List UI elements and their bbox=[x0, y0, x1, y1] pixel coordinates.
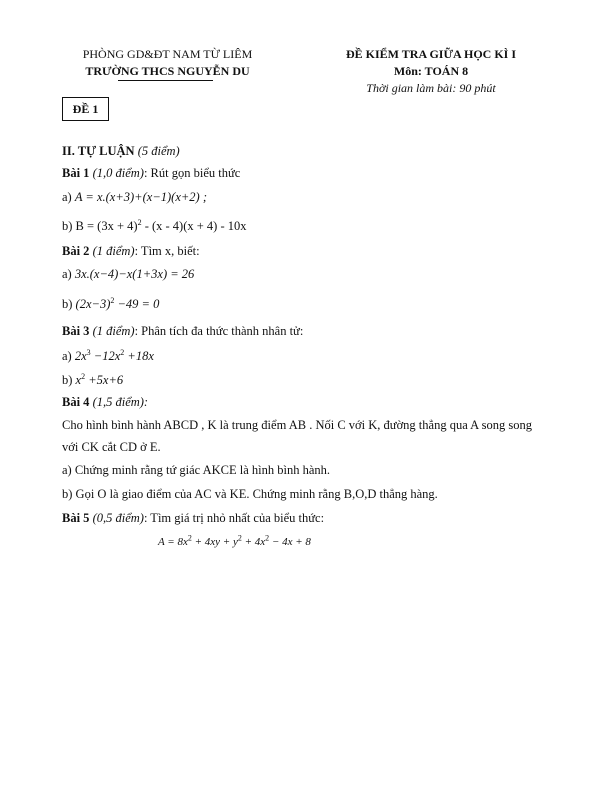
bai2-task: : Tìm x, biết: bbox=[134, 244, 200, 258]
bai5-exp1: 2 bbox=[187, 533, 192, 543]
bai1-points: (1,0 điểm) bbox=[92, 166, 144, 180]
bai5-exp3: 2 bbox=[265, 533, 270, 543]
bai1-task: : Rút gọn biểu thức bbox=[143, 166, 241, 180]
bai3-a-term1: 2x bbox=[74, 349, 87, 363]
bai3-label: Bài 3 bbox=[62, 324, 90, 338]
bai5-expression bbox=[158, 534, 311, 551]
bai1-b bbox=[62, 218, 247, 235]
bai5-heading bbox=[62, 510, 324, 527]
bai3-b-prefix: b) bbox=[62, 373, 76, 387]
bai1-a bbox=[62, 189, 207, 206]
bai3-points: (1 điểm) bbox=[92, 324, 135, 338]
bai2-b-expr2: −49 = 0 bbox=[114, 297, 160, 311]
bai4-intro: Cho hình bình hành ABCD , K là trung điểm AB . Nối C với K, đường thẳng qua A song song với CK cắt CD ở E. bbox=[62, 418, 533, 454]
bai1-a-prefix: a) bbox=[62, 190, 75, 204]
duration: Thời gian làm bài: 90 phút bbox=[366, 81, 496, 95]
bai3-heading bbox=[62, 323, 303, 340]
bai3-b-term2: +5x+6 bbox=[85, 373, 124, 387]
bai1-b-expr2: - (x - 4)(x + 4) - 10x bbox=[141, 219, 247, 233]
bai3-b-term1: x bbox=[75, 373, 82, 387]
bai1-label: Bài 1 bbox=[62, 166, 90, 180]
bai5-exp2: 2 bbox=[237, 533, 242, 543]
bai2-a-expr: 3x.(x−4)−x(1+3x) = 26 bbox=[74, 267, 195, 281]
section-points: (5 điểm) bbox=[137, 144, 180, 158]
bai3-task: : Phân tích đa thức thành nhân tử: bbox=[134, 324, 304, 338]
bai1-a-expr: A = x.(x+3)+(x−1)(x+2) ; bbox=[74, 190, 208, 204]
bai5-task: : Tìm giá trị nhỏ nhất của biểu thức: bbox=[143, 511, 325, 525]
bai5-points: (0,5 điểm) bbox=[92, 511, 144, 525]
school-name: TRƯỜNG THCS NGUYỄN DU bbox=[85, 64, 250, 78]
bai2-b bbox=[62, 296, 159, 313]
department-name: PHÒNG GD&ĐT NAM TỪ LIÊM bbox=[82, 47, 253, 61]
bai2-a-prefix: a) bbox=[62, 267, 75, 281]
bai4-label: Bài 4 bbox=[62, 395, 90, 409]
bai1-b-exp: 2 bbox=[137, 217, 142, 227]
bai3-b bbox=[62, 372, 123, 389]
bai1-heading bbox=[62, 165, 240, 182]
bai1-b-expr1: B = (3x + 4) bbox=[75, 219, 138, 233]
bai5-label: Bài 5 bbox=[62, 511, 90, 525]
bai2-b-expr1: (2x−3) bbox=[75, 297, 111, 311]
section-heading bbox=[62, 143, 180, 160]
school-underline bbox=[118, 80, 213, 81]
bai3-a-term3: +18x bbox=[124, 349, 154, 363]
bai2-points: (1 điểm) bbox=[92, 244, 135, 258]
bai4-b: b) Gọi O là giao điểm của AC và KE. Chứng minh rằng B,O,D thẳng hàng. bbox=[62, 487, 438, 501]
section-title: II. TỰ LUẬN bbox=[62, 144, 135, 158]
bai3-a-exp2: 2 bbox=[120, 347, 125, 357]
bai2-b-exp: 2 bbox=[110, 295, 115, 305]
bai5-term1: A = 8x bbox=[158, 536, 188, 548]
bai3-b-exp1: 2 bbox=[81, 371, 86, 381]
bai5-term4: − 4x + 8 bbox=[269, 536, 311, 548]
bai2-label: Bài 2 bbox=[62, 244, 90, 258]
bai5-term3: + 4x bbox=[241, 536, 266, 548]
bai3-a-exp1: 3 bbox=[86, 347, 91, 357]
bai2-a bbox=[62, 266, 194, 283]
bai3-a-term2: −12x bbox=[90, 349, 121, 363]
bai1-b-prefix: b) bbox=[62, 219, 76, 233]
exam-code-box: ĐỀ 1 bbox=[62, 97, 109, 121]
bai3-a bbox=[62, 348, 154, 365]
bai4-a: a) Chứng minh rằng tứ giác AKCE là hình bình hành. bbox=[62, 463, 331, 477]
bai3-a-prefix: a) bbox=[62, 349, 75, 363]
exam-title: ĐỀ KIỂM TRA GIỮA HỌC KÌ I bbox=[345, 47, 517, 61]
bai2-heading bbox=[62, 243, 200, 260]
bai2-b-prefix: b) bbox=[62, 297, 76, 311]
bai5-term2: + 4xy + y bbox=[191, 536, 238, 548]
bai4-heading bbox=[62, 394, 148, 411]
subject: Môn: TOÁN 8 bbox=[393, 64, 469, 78]
bai4-points: (1,5 điểm): bbox=[92, 395, 149, 409]
